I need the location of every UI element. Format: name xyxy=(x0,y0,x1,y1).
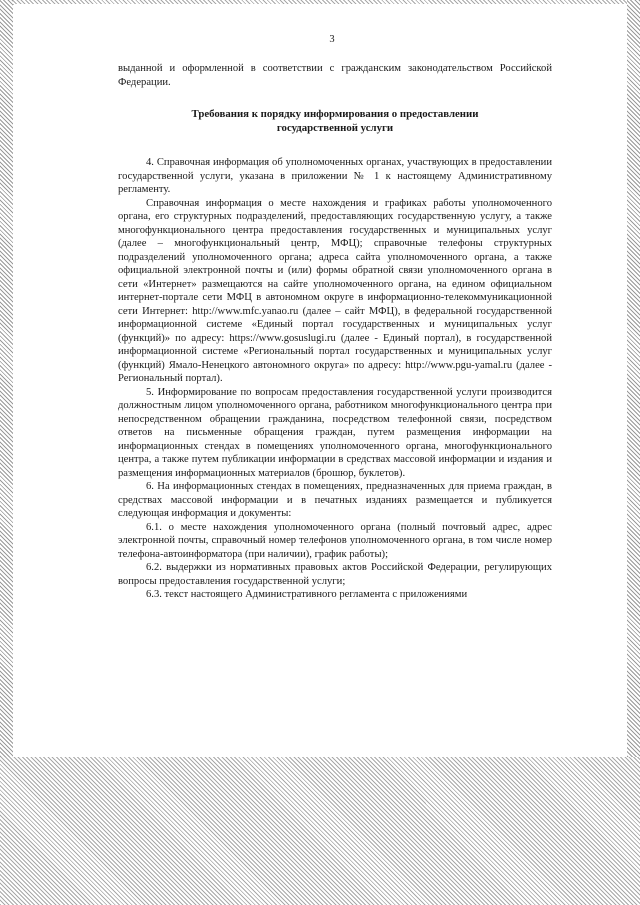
scan-border-bottom xyxy=(0,757,640,905)
section-heading xyxy=(118,108,552,135)
paragraph-6-1: 6.1. о месте нахождения уполномоченного органа (полный почтовый адрес, адрес электронной почты, справочный номер телефонов уполномоченного органа, в том числе номер телефона-автоинформатора (при наличии), график работы); xyxy=(118,521,552,560)
lead-paragraph: выданной и оформленной в соответствии с гражданским законодательством Российской Федерации. xyxy=(118,63,552,88)
section-heading-line2: государственной услуги xyxy=(276,121,394,134)
paragraph-6: 6. На информационных стендах в помещениях, предназначенных для приема граждан, в средствах массовой информации и в печатных изданиях размещается и публикуется следующая информация и документы: xyxy=(118,481,552,519)
paragraph-6-3: 6.3. текст настоящего Административного регламента с приложениями xyxy=(146,589,468,600)
paragraph-4: 4. Справочная информация об уполномоченных органах, участвующих в предоставлении государственной услуги, указана в приложении № 1 к настоящему Административному регламенту. xyxy=(118,157,552,195)
paragraph-reference-info: Справочная информация о месте нахождения и графиках работы уполномоченного органа, его структурных подразделений, предоставляющих государственную услугу, а также многофункционального центра предоставления государственных и муниципальных услуг (далее – многофункциональный центр, МФЦ); справочные телефоны структурных подразделений уполномоченного органа; адреса сайта уполномоченного органа, а также официальной электронной почты и (или) формы обратной связи уполномоченного органа в сети «Интернет» размещаются на сайте уполномоченного органа, на едином официальном интернет-портале сети МФЦ в автономном округе в информационно-телекоммуникационной сети Интернет: http://www.mfc.yanao.ru (далее – сайт МФЦ), в федеральной государственной информационной системе «Единый портал государственных и муниципальных услуг (функций)» по адресу: https://www.gosuslugi.ru (далее - Единый портал), в государственной информационной системе «Региональный портал государственных и муниципальных услуг (функций) Ямало-Ненецкого автономного округа» по адресу: http://www.pgu-yamal.ru (далее - Региональный портал). xyxy=(118,197,552,384)
paragraph-5: 5. Информирование по вопросам предоставления государственной услуги производится должностным лицом уполномоченного органа, работником многофункционального центра при непосредственном обращении гражданина, посредством телефонной связи, посредством ответов на письменные обращения граждан, путем размещения информации на информационных стендах в помещениях уполномоченного органа, многофункционального центра, а также путем публикации информации в средствах массовой информации и издания и размещения информационных материалов (брошюр, буклетов). xyxy=(118,386,552,479)
paragraph-6-2: 6.2. выдержки из нормативных правовых актов Российской Федерации, регулирующих вопросы предоставления государственной услуги; xyxy=(118,562,552,587)
section-heading-line1: Требования к порядку информирования о предоставлении xyxy=(191,108,479,120)
page-number: 3 xyxy=(329,34,335,45)
document-body xyxy=(118,28,552,602)
